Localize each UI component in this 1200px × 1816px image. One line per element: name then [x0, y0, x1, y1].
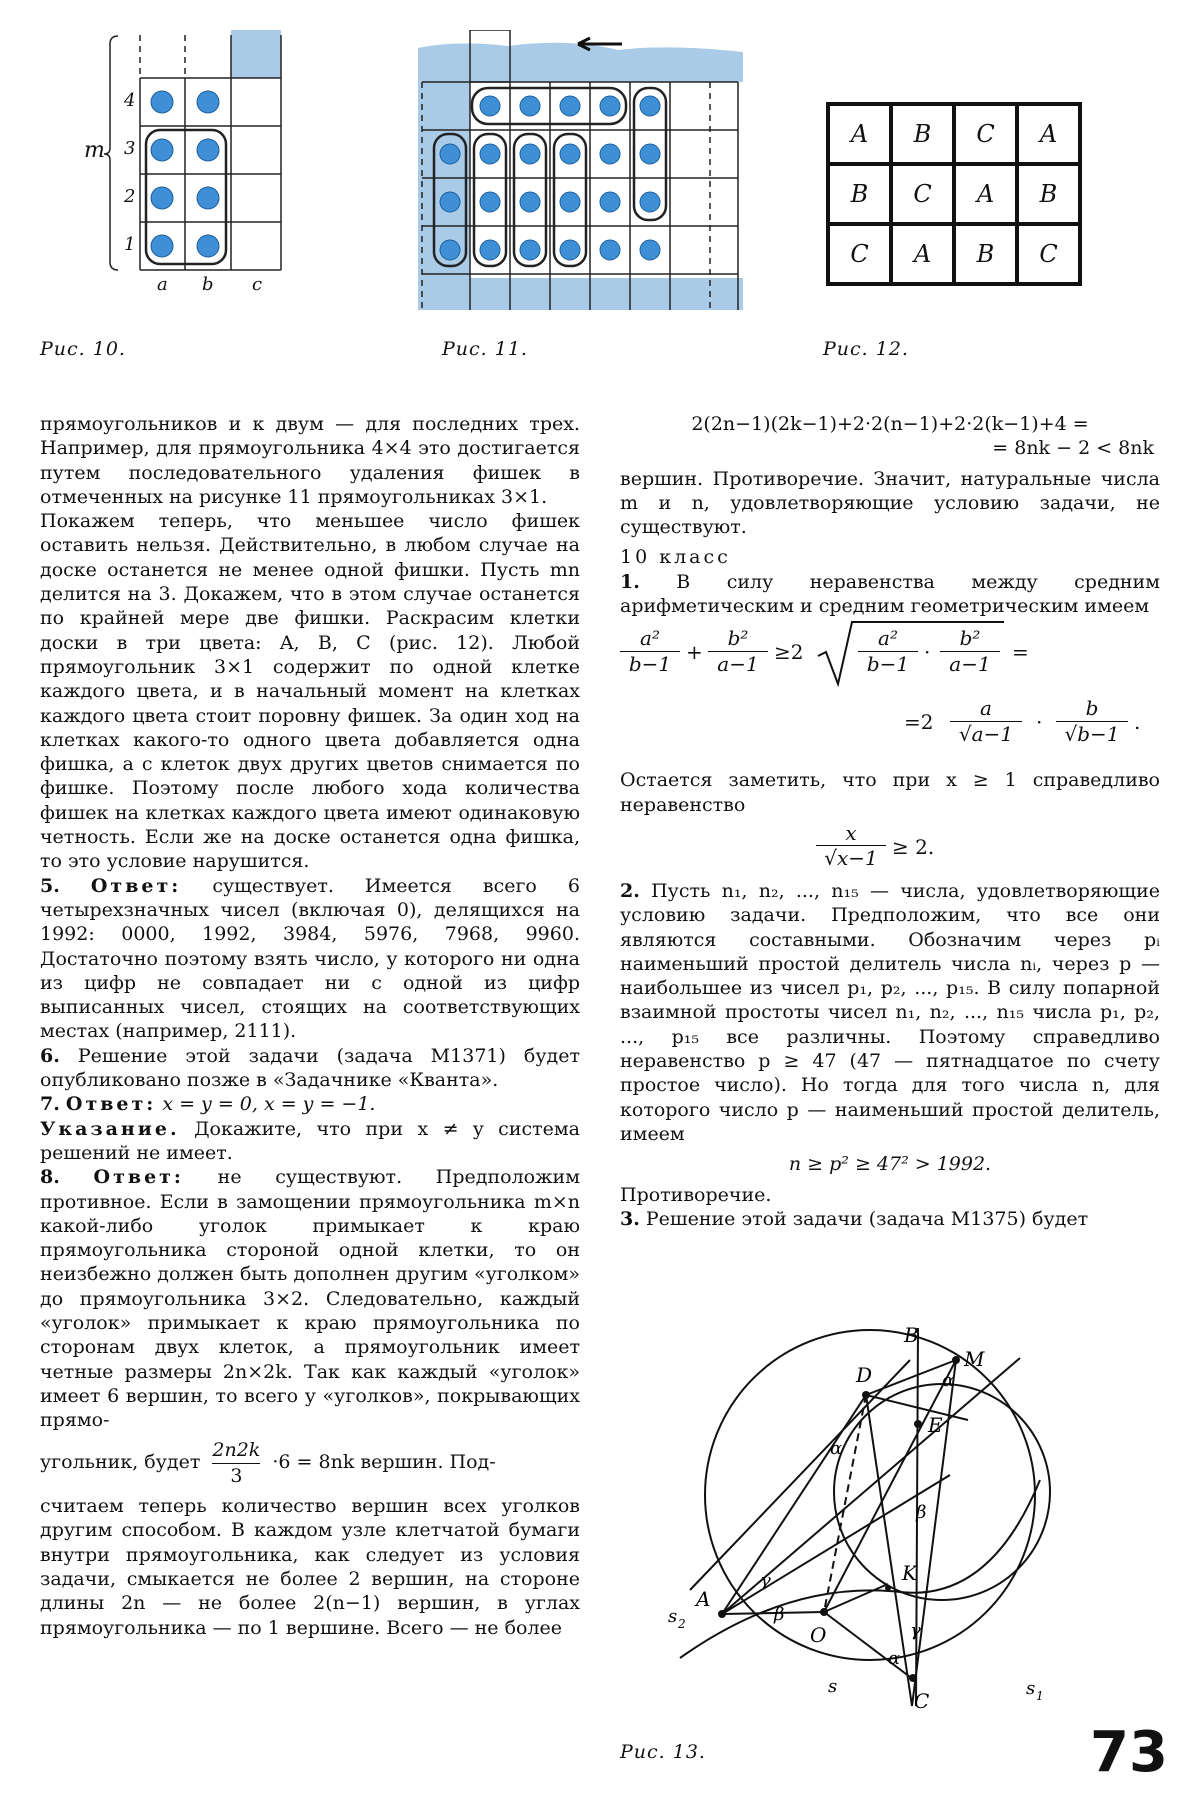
paragraph-text: В силу неравенства между средним арифметическим и средним геометрическим имеем [620, 570, 1160, 618]
figure-13 [660, 1320, 1100, 1720]
frac [708, 626, 768, 676]
frac-num: b² [940, 626, 1000, 651]
frac [816, 821, 886, 871]
paragraph [40, 874, 580, 1044]
answer-label: Ответ: [65, 1093, 157, 1116]
grid-cell: B [954, 224, 1017, 284]
frac-num: b [1056, 696, 1128, 721]
paragraph: Противоречие. [620, 1183, 772, 1206]
frac [620, 626, 680, 676]
label-M: M [964, 1347, 985, 1371]
row-label-4: 4 [124, 90, 136, 111]
hint-label: Указание. [40, 1117, 180, 1140]
frac-num: a [950, 696, 1022, 721]
label-A: A [696, 1587, 711, 1611]
frac-den: √a−1 [958, 721, 1014, 746]
paragraph [40, 1044, 580, 1093]
frac-num: a² [620, 626, 680, 651]
paragraph-text: существует. Имеется всего 6 четырехзначных чисел (включая 0), делящихся на 1992: 0000, 1992, 3984, 5976, 7968, 9960. Достаточно поэтому взять число, у которого ни одна из цифр не совпадает ни с одной из цифр выписанных чисел, стоящих на соответствующих местах (например, 2111). [40, 874, 580, 1043]
frac [858, 626, 918, 676]
label-beta: β [774, 1604, 785, 1625]
grid-cell: C [828, 224, 891, 284]
item-number: 5. [40, 874, 60, 897]
paragraph [620, 1207, 1160, 1231]
op: = [1012, 640, 1029, 665]
figure-13-caption: Рис. 13. [620, 1741, 706, 1763]
grid-cell: A [891, 224, 954, 284]
grid-cell: A [954, 164, 1017, 224]
grid-cell: B [828, 164, 891, 224]
row-label-2: 2 [124, 186, 136, 207]
paragraph: Покажем теперь, что меньшее число фишек оставить нельзя. Действительно, в любом случае на доске останется не менее одной фишки. Пусть mn делится на 3. Докажем, что в этом случае останется по крайней мере две фишки. Раскрасим клетки доски в три цвета: A, B, C (рис. 12). Любой прямоугольник 3×1 содержит по одной клетке каждого цвета, и в начальный момент на клетках каждого цвета стоит поровну фишек. За один ход на клетках какого-то одного цвета добавляется одна фишка, а с клеток двух других цветов снимается по фишке. Поэтому после любого хода количества фишек на клетках каждого цвета имеют одинаковую четность. Если же на доске останется одна фишка, то это условие нарушится. [40, 510, 580, 873]
label-m: m [84, 138, 105, 163]
inequality-block [620, 618, 1160, 768]
col-label-c: c [252, 274, 263, 295]
formula-pre: угольник, будет [40, 1451, 201, 1474]
equation: n ≥ p² ≥ 47² > 1992. [788, 1153, 992, 1176]
equation: = 8nk − 2 < 8nk [992, 437, 1154, 460]
label-alpha: α [888, 1648, 901, 1669]
grid-cell: A [828, 104, 891, 164]
paragraph-text: x = y = 0, x = y = −1. [162, 1093, 376, 1116]
page-number: 73 [1090, 1720, 1168, 1785]
figure-11-caption: Рис. 11. [442, 338, 528, 360]
paragraph [620, 570, 1160, 619]
label-s1: s [1026, 1678, 1036, 1699]
label-alpha: α [942, 1370, 955, 1391]
figure-12-grid [826, 102, 1082, 286]
op: ≥ 2. [892, 834, 935, 859]
item-number: 3. [620, 1207, 640, 1230]
grid-cell: B [1017, 164, 1080, 224]
frac-den: √b−1 [1064, 721, 1120, 746]
frac-num: b² [708, 626, 768, 651]
paragraph: вершин. Противоречие. Значит, натуральные числа m и n, удовлетворяющие условию задачи, не существуют. [620, 467, 1160, 539]
label-B: B [904, 1323, 919, 1347]
paragraph [40, 1092, 580, 1116]
label-E: E [928, 1413, 943, 1437]
label-alpha: α [830, 1438, 843, 1459]
label-O: O [810, 1623, 827, 1647]
paragraph: Остается заметить, что при x ≥ 1 справедливо неравенство [620, 769, 1160, 816]
label-gamma: γ [910, 1620, 921, 1641]
op: + [686, 640, 703, 665]
col-label-a: a [157, 274, 168, 295]
op: =2 [904, 710, 934, 735]
frac-den: b−1 [866, 651, 910, 676]
frac-den: b−1 [628, 651, 672, 676]
frac-num: a² [858, 626, 918, 651]
item-number: 2. [620, 879, 640, 902]
op: · [924, 640, 931, 665]
grid-cell: C [891, 164, 954, 224]
frac-den: a−1 [949, 651, 991, 676]
right-column [620, 412, 1160, 1231]
figure-10 [84, 30, 300, 300]
paragraph-text: Докажите, что при x ≠ y система решений не имеет. [40, 1117, 580, 1164]
paragraph-text: Решение этой задачи (задача М1375) будет [645, 1207, 1089, 1230]
item-number: 6. [40, 1044, 60, 1067]
frac-den: a−1 [717, 651, 759, 676]
frac [940, 626, 1000, 676]
figure-12-caption: Рис. 12. [823, 338, 909, 360]
grid-cell: B [891, 104, 954, 164]
label-K: K [902, 1561, 917, 1585]
answer-label: Ответ: [90, 874, 182, 897]
label-s: s [828, 1676, 838, 1697]
fraction-num: 2n2k [212, 1438, 260, 1463]
figure-11 [418, 30, 743, 310]
label-C: C [914, 1689, 930, 1713]
frac-den: √x−1 [824, 846, 878, 871]
paragraph-text: не существуют. Предположим противное. Если в замощении прямоугольника m×n какой-либо уголок примыкает к краю прямоугольника стороной одной клетки, то он неизбежно должен быть дополнен другим «уголком» до прямоугольника 3×2. Следовательно, каждый «уголок» примыкает к краю прямоугольника по сторонам двух клеток, а прямоугольник имеет четные размеры 2n×2k. Так как каждый «уголок» имеет 6 вершин, то всего у «уголков», покрывающих прямо- [40, 1166, 581, 1432]
equation: 2(2n−1)(2k−1)+2·2(n−1)+2·2(k−1)+4 = [691, 413, 1089, 435]
fraction-den: 3 [230, 1464, 243, 1487]
formula-post: ·6 = 8nk вершин. Под- [272, 1451, 496, 1474]
label-beta: β [916, 1502, 927, 1523]
frac [1056, 696, 1128, 746]
grid-cell: C [1017, 224, 1080, 284]
paragraph-text: Пусть n₁, n₂, ..., n₁₅ — числа, удовлетворяющие условию задачи. Предположим, что все они являются составными. Обозначим через pᵢ наименьший простой делитель числа nᵢ, через p — наибольшее из чисел p₁, p₂, ..., p₁₅. В силу попарной взаимной простоты чисел n₁, n₂, ..., n₁₅ числа p₁, p₂, ..., p₁₅ все различны. Поэтому справедливо неравенство p ≥ 47 (47 — пятнадцатое по счету простое число). Но тогда для того числа n, для которого число p — наименьший простой делитель, имеем [620, 879, 1160, 1145]
grid-cell: A [1017, 104, 1080, 164]
label-gamma: γ [760, 1570, 771, 1591]
fraction [212, 1438, 260, 1488]
answer-label: Ответ: [93, 1166, 184, 1189]
grid-cell: C [954, 104, 1017, 164]
figure-10-caption: Рис. 10. [40, 338, 126, 360]
label-s2: s [668, 1606, 678, 1627]
item-number: 7. [40, 1093, 60, 1116]
paragraph: прямоугольников и к двум — для последних трех. Например, для прямоугольника 4×4 это достигается путем последовательного удаления фишек в отмеченных на рисунке 11 прямоугольниках 3×1. [40, 413, 580, 508]
paragraph [40, 1165, 580, 1432]
op: . [1134, 710, 1141, 735]
label-s1-sub: 1 [1036, 1689, 1044, 1703]
inequality-2 [620, 817, 1160, 879]
op: ≥2 [774, 640, 804, 665]
row-label-3: 3 [124, 138, 136, 159]
row-label-1: 1 [124, 234, 136, 255]
item-number: 8. [40, 1166, 60, 1189]
op: · [1036, 710, 1043, 735]
col-label-b: b [202, 274, 214, 295]
item-number: 1. [620, 570, 640, 593]
label-s2-sub: 2 [678, 1617, 686, 1631]
section-heading: 10 класс [620, 546, 731, 569]
paragraph [40, 1117, 580, 1166]
frac-num: x [816, 821, 886, 846]
frac [950, 696, 1022, 746]
left-column [40, 412, 580, 1640]
label-D: D [856, 1363, 873, 1387]
paragraph: считаем теперь количество вершин всех уголков другим способом. В каждом узле клетчатой бумаги внутри прямоугольника, как следует из условия задачи, смыкается не более 2 вершин, на стороне длины 2n — не более 2(n−1) вершин, в углах прямоугольника — по 1 вершине. Всего — не более [40, 1495, 580, 1639]
paragraph [620, 879, 1160, 1146]
formula-line [40, 1438, 580, 1488]
paragraph-text: Решение этой задачи (задача М1371) будет опубликовано позже в «Задачнике «Кванта». [40, 1044, 580, 1092]
